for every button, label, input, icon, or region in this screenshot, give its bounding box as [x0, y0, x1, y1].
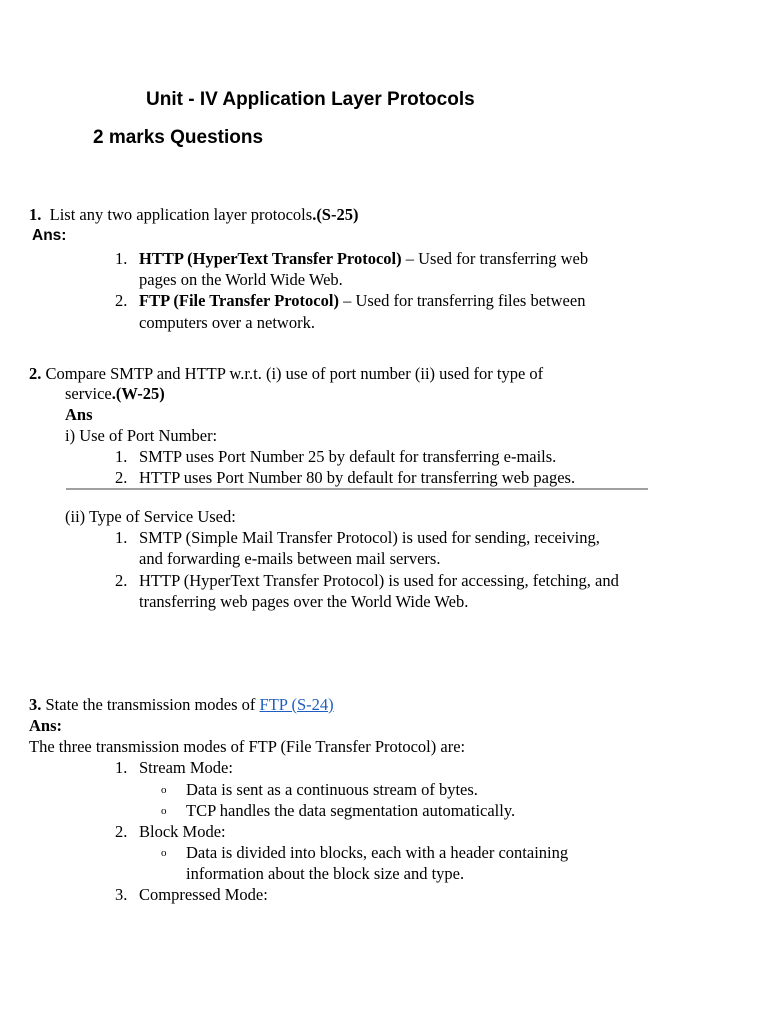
list-number: 2.	[115, 571, 128, 590]
list-item-rest: – Used for transferring web	[401, 249, 589, 268]
bullet-text: TCP handles the data segmentation automatically.	[186, 801, 516, 820]
part-label: (ii) Type of Service Used:	[65, 507, 236, 526]
mode-label: Stream Mode:	[139, 758, 233, 777]
list-number: 2.	[115, 291, 128, 310]
answer-label: Ans:	[29, 716, 63, 735]
answer-label: Ans:	[32, 227, 67, 244]
question-tag: .(W-25)	[111, 384, 165, 403]
list-number: 1.	[115, 528, 128, 547]
list-item	[115, 249, 127, 269]
list-item-text: HTTP uses Port Number 80 by default for transferring web pages.	[139, 468, 576, 487]
bullet-text-continuation: information about the block size and type.	[186, 864, 465, 883]
list-item-text: HTTP (HyperText Transfer Protocol) is used for accessing, fetching, and	[139, 571, 619, 590]
question-number: 2.	[29, 364, 42, 383]
part-label: i) Use of Port Number:	[65, 426, 218, 445]
ftp-link[interactable]: FTP (S-24)	[259, 695, 334, 714]
mode-label: Compressed Mode:	[139, 885, 268, 904]
bullet-icon: o	[161, 784, 167, 796]
question-text: State the transmission modes of	[45, 695, 260, 714]
list-number: 2.	[115, 822, 128, 841]
list-item-continuation: and forwarding e-mails between mail servers.	[139, 549, 441, 568]
list-item-continuation: transferring web pages over the World Wide Web.	[139, 592, 469, 611]
bullet-icon: o	[161, 847, 167, 859]
list-item-text: SMTP uses Port Number 25 by default for transferring e-mails.	[139, 447, 557, 466]
list-item-text: SMTP (Simple Mail Transfer Protocol) is used for sending, receiving,	[139, 528, 600, 547]
question-number: 1.	[29, 205, 42, 224]
question-tag: .(S-25)	[312, 205, 359, 224]
bullet-text: Data is divided into blocks, each with a header containing	[186, 843, 569, 862]
question-3	[29, 695, 334, 715]
list-item-rest: – Used for transferring files between	[338, 291, 586, 310]
page-subtitle: 2 marks Questions	[93, 127, 264, 148]
question-text-continuation	[65, 384, 165, 404]
mode-label: Block Mode:	[139, 822, 226, 841]
list-number: 1.	[115, 758, 128, 777]
answer-label: Ans	[65, 405, 93, 424]
list-item-continuation: computers over a network.	[139, 313, 315, 332]
page-title: Unit - IV Application Layer Protocols	[146, 89, 475, 110]
question-text: List any two application layer protocols	[49, 205, 313, 224]
list-item-text	[139, 291, 585, 311]
question-2	[29, 364, 543, 384]
list-item-bold: FTP (File Transfer Protocol)	[139, 291, 339, 310]
list-number: 3.	[115, 885, 128, 904]
list-number: 1.	[115, 447, 128, 466]
list-number: 1.	[115, 249, 128, 268]
horizontal-divider	[66, 488, 648, 490]
bullet-text: Data is sent as a continuous stream of bytes.	[186, 780, 478, 799]
list-item-continuation: pages on the World Wide Web.	[139, 270, 343, 289]
question-text: Compare SMTP and HTTP w.r.t. (i) use of port number (ii) used for type of	[45, 364, 544, 383]
question-text-line2: service	[65, 384, 112, 403]
list-item	[115, 291, 127, 311]
list-item-text	[139, 249, 588, 269]
list-item-bold: HTTP (HyperText Transfer Protocol)	[139, 249, 402, 268]
answer-intro: The three transmission modes of FTP (File Transfer Protocol) are:	[29, 737, 466, 756]
question-1	[29, 205, 358, 225]
question-number: 3.	[29, 695, 42, 714]
bullet-icon: o	[161, 805, 167, 817]
list-number: 2.	[115, 468, 128, 487]
